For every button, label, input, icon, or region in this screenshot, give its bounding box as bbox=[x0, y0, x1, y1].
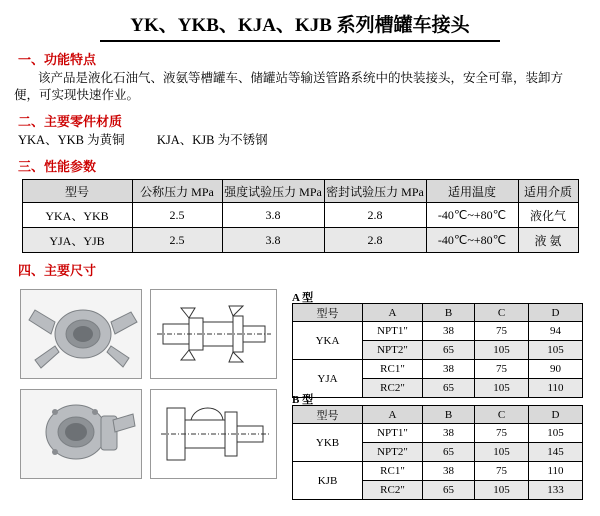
table-row bbox=[293, 424, 583, 443]
dim-cell: 110 bbox=[529, 379, 583, 398]
dim-cell-model: YJA bbox=[293, 360, 363, 398]
dim-cell: 94 bbox=[529, 322, 583, 341]
spec-cell: 2.5 bbox=[132, 203, 222, 228]
dim-header-cell: 型号 bbox=[293, 304, 363, 322]
spec-table bbox=[22, 179, 579, 253]
dim-cell: NPT2" bbox=[363, 341, 423, 360]
section-1-body: 该产品是液化石油气、液氨等槽罐车、储罐站等输送管路系统中的快装接头，安全可靠，装卸方便，可实现快速作业。 bbox=[14, 71, 564, 102]
spec-cell: 3.8 bbox=[222, 228, 324, 253]
section-2-heading: 二、主要零件材质 bbox=[18, 114, 123, 129]
dim-cell: 105 bbox=[529, 424, 583, 443]
dim-cell: 75 bbox=[475, 360, 529, 379]
dim-cell: 105 bbox=[475, 341, 529, 360]
dim-cell: 38 bbox=[423, 360, 475, 379]
spec-cell: YJA、YJB bbox=[22, 228, 132, 253]
material-brass: YKA、YKB 为黄铜 bbox=[18, 133, 125, 147]
coupling-drawing-b bbox=[150, 389, 277, 479]
dim-cell: 65 bbox=[423, 379, 475, 398]
dim-header-cell: B bbox=[423, 406, 475, 424]
dim-cell: RC2" bbox=[363, 481, 423, 500]
spec-header-cell: 型号 bbox=[22, 180, 132, 203]
dim-cell: 38 bbox=[423, 462, 475, 481]
dim-cell: 65 bbox=[423, 443, 475, 462]
spec-cell: 液 氨 bbox=[518, 228, 578, 253]
section-4-heading: 四、主要尺寸 bbox=[18, 263, 97, 278]
spec-header-cell: 公称压力 MPa bbox=[132, 180, 222, 203]
dim-cell: 105 bbox=[529, 341, 583, 360]
dim-header-cell: D bbox=[529, 406, 583, 424]
dim-cell: NPT2" bbox=[363, 443, 423, 462]
spec-header-cell: 适用介质 bbox=[518, 180, 578, 203]
dim-cell: 133 bbox=[529, 481, 583, 500]
dim-cell: 75 bbox=[475, 424, 529, 443]
spec-header-cell: 密封试验压力 MPa bbox=[324, 180, 426, 203]
spec-header-cell: 强度试验压力 MPa bbox=[222, 180, 324, 203]
spec-cell: 3.8 bbox=[222, 203, 324, 228]
dim-cell: 105 bbox=[475, 443, 529, 462]
spec-cell: 2.8 bbox=[324, 228, 426, 253]
type-b-dimension-table bbox=[292, 405, 583, 500]
table-row bbox=[22, 203, 578, 228]
dim-cell: RC2" bbox=[363, 379, 423, 398]
section-3-heading: 三、性能参数 bbox=[18, 159, 97, 174]
table-row bbox=[293, 360, 583, 379]
material-steel: KJA、KJB 为不锈钢 bbox=[156, 133, 268, 147]
dim-header-cell: A bbox=[363, 406, 423, 424]
dim-cell: 75 bbox=[475, 322, 529, 341]
spec-header-cell: 适用温度 bbox=[426, 180, 518, 203]
title-underline bbox=[100, 40, 500, 42]
spec-table-header-row bbox=[22, 180, 578, 203]
dim-header-cell: C bbox=[475, 304, 529, 322]
dimensions-area bbox=[0, 285, 600, 515]
table-row bbox=[293, 462, 583, 481]
table-row bbox=[22, 228, 578, 253]
dim-header-cell: A bbox=[363, 304, 423, 322]
dim-header-cell: B bbox=[423, 304, 475, 322]
dim-a-header-row bbox=[293, 304, 583, 322]
dim-cell-model: YKB bbox=[293, 424, 363, 462]
dim-cell: 38 bbox=[423, 424, 475, 443]
section-2-body bbox=[18, 132, 600, 149]
dim-cell: 90 bbox=[529, 360, 583, 379]
section-1-heading: 一、功能特点 bbox=[18, 52, 97, 67]
dim-cell: 65 bbox=[423, 341, 475, 360]
coupling-photo-b bbox=[20, 389, 142, 479]
dim-cell-model: KJB bbox=[293, 462, 363, 500]
table-row bbox=[293, 322, 583, 341]
coupling-photo-a bbox=[20, 289, 142, 379]
dim-cell: NPT1" bbox=[363, 322, 423, 341]
dim-cell: RC1" bbox=[363, 360, 423, 379]
page-title: YK、YKB、KJA、KJB 系列槽罐车接头 bbox=[130, 15, 470, 36]
spec-cell: 2.5 bbox=[132, 228, 222, 253]
spec-cell: 2.8 bbox=[324, 203, 426, 228]
dim-header-cell: 型号 bbox=[293, 406, 363, 424]
type-a-label: A 型 bbox=[292, 292, 314, 304]
spec-cell: -40℃~+80℃ bbox=[426, 203, 518, 228]
type-b-label: B 型 bbox=[292, 394, 314, 406]
dim-b-header-row bbox=[293, 406, 583, 424]
coupling-drawing-a bbox=[150, 289, 277, 379]
spec-cell: -40℃~+80℃ bbox=[426, 228, 518, 253]
dim-cell: 105 bbox=[475, 481, 529, 500]
dim-cell: 38 bbox=[423, 322, 475, 341]
dim-cell: 75 bbox=[475, 462, 529, 481]
dim-cell-model: YKA bbox=[293, 322, 363, 360]
dim-header-cell: C bbox=[475, 406, 529, 424]
type-a-dimension-table bbox=[292, 303, 583, 398]
dim-cell: 105 bbox=[475, 379, 529, 398]
dim-cell: NPT1" bbox=[363, 424, 423, 443]
dim-cell: 110 bbox=[529, 462, 583, 481]
dim-cell: RC1" bbox=[363, 462, 423, 481]
dim-header-cell: D bbox=[529, 304, 583, 322]
spec-cell: 液化气 bbox=[518, 203, 578, 228]
dim-cell: 65 bbox=[423, 481, 475, 500]
dim-cell: 145 bbox=[529, 443, 583, 462]
spec-cell: YKA、YKB bbox=[22, 203, 132, 228]
